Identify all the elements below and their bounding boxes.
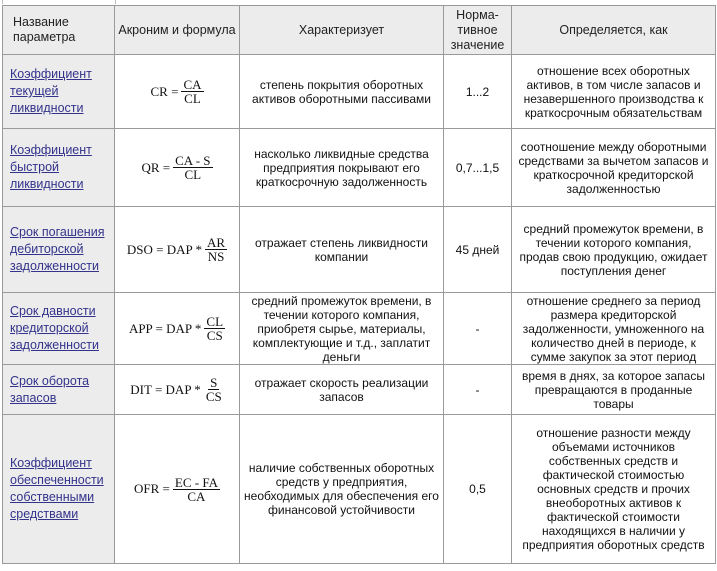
header-name: Название параметра (3, 6, 115, 55)
formula-numerator: S (210, 375, 218, 390)
param-name-cell (3, 293, 115, 365)
norm-cell: 0,7...1,5 (444, 129, 512, 207)
formula-numerator: CA - S (175, 153, 211, 168)
determined-cell: время в днях, за которое запасы превращаются в проданные товары (512, 365, 716, 415)
formula (127, 236, 227, 263)
determined-cell: отношение всех оборотных активов, в том числе запасов и незавершенного производства к краткосрочным обязательствам (512, 55, 716, 129)
header-row (3, 6, 716, 55)
formula-cell (115, 129, 240, 207)
formula-denominator: NS (207, 249, 225, 264)
formula-fraction (181, 78, 203, 105)
characterizes-cell: наличие собственных оборотных средств у предприятия, необходимых для обеспечения его финансовой устойчивости (240, 415, 444, 564)
determined-cell: средний промежуток времени, в течении которого компания, продав свою продукцию, ожидает поступления денег (512, 207, 716, 293)
formula-fraction (204, 376, 224, 403)
formula (141, 154, 212, 181)
financial-ratios-table (2, 5, 716, 564)
header-formula: Акроним и формула (115, 6, 240, 55)
table-row (3, 365, 716, 415)
param-name-link[interactable]: Коэффициент обеспеченности собственными средствами (10, 456, 104, 521)
param-name-cell (3, 365, 115, 415)
characterizes-cell: отражает скорость реализации запасов (240, 365, 444, 415)
formula-fraction (205, 236, 227, 263)
param-name-link[interactable]: Коэффициент быстрой ликвидности (10, 143, 92, 191)
determined-cell: отношение среднего за период размера кредиторской задолженности, умноженного на количество дней в периоде, к сумме закупок за этот период (512, 293, 716, 365)
table-row (3, 55, 716, 129)
formula-lhs: APP = DAP * (128, 320, 202, 336)
formula-denominator: CL (184, 167, 202, 182)
header-characterizes: Характеризует (240, 6, 444, 55)
characterizes-cell: насколько ликвидные средства предприятия покрывают его краткосрочную задолженность (240, 129, 444, 207)
param-name-link[interactable]: Срок давности кредиторской задолженности (10, 304, 99, 352)
formula-denominator: CS (206, 328, 223, 343)
table-row (3, 293, 716, 365)
table-row (3, 129, 716, 207)
formula-lhs: QR = (141, 159, 171, 175)
formula-fraction (173, 154, 212, 181)
determined-cell: соотношение между оборотными средствами за вычетом запасов и краткосрочной кредиторской задолженностью (512, 129, 716, 207)
formula-cell (115, 415, 240, 564)
param-name-link[interactable]: Срок погашения дебиторской задолженности (10, 225, 105, 273)
formula-denominator: CA (187, 488, 206, 504)
formula-numerator: CA (183, 77, 202, 92)
formula-fraction (204, 315, 225, 342)
formula-lhs: OFR = (134, 481, 170, 496)
formula (134, 476, 220, 503)
formula (151, 78, 204, 105)
param-name-link[interactable]: Коэффициент текущей ликвидности (10, 67, 92, 115)
param-name-cell (3, 129, 115, 207)
formula-fraction (173, 476, 220, 503)
norm-cell: - (444, 293, 512, 365)
param-name-cell (3, 207, 115, 293)
norm-cell: - (444, 365, 512, 415)
top-stub-cell (2, 0, 116, 4)
formula-lhs: CR = (150, 83, 179, 99)
formula-numerator: AR (207, 235, 226, 250)
formula (130, 376, 223, 403)
formula-cell (115, 293, 240, 365)
formula-numerator: EC - FA (174, 474, 218, 490)
formula (129, 315, 225, 342)
formula-denominator: CL (184, 91, 201, 106)
formula-cell (115, 207, 240, 293)
table-row (3, 207, 716, 293)
norm-cell: 1...2 (444, 55, 512, 129)
param-name-link[interactable]: Срок оборота запасов (10, 373, 90, 405)
determined-cell: отношение разности между объемами источников собственных средств и фактической стоимостью основных средств и прочих внеоборотных активов к фактической стоимости находящихся в наличии у предприятия оборотных средств (512, 415, 716, 564)
characterizes-cell: средний промежуток времени, в течении которого компания, приобретя сырье, материалы, комплектующие и т.д., заплатит деньги (240, 293, 444, 365)
table-row (3, 415, 716, 564)
characterizes-cell: степень покрытия оборотных активов оборотными пассивами (240, 55, 444, 129)
formula-cell (115, 55, 240, 129)
param-name-cell (3, 55, 115, 129)
formula-numerator: CL (206, 314, 224, 329)
norm-cell: 0,5 (444, 415, 512, 564)
formula-lhs: DIT = DAP * (130, 381, 201, 397)
header-norm: Норма-тивное значение (444, 6, 512, 55)
header-determined: Определяется, как (512, 6, 716, 55)
formula-cell (115, 365, 240, 415)
formula-lhs: DSO = DAP * (126, 241, 203, 257)
characterizes-cell: отражает степень ликвидности компании (240, 207, 444, 293)
formula-denominator: CS (205, 389, 222, 404)
param-name-cell (3, 415, 115, 564)
norm-cell: 45 дней (444, 207, 512, 293)
